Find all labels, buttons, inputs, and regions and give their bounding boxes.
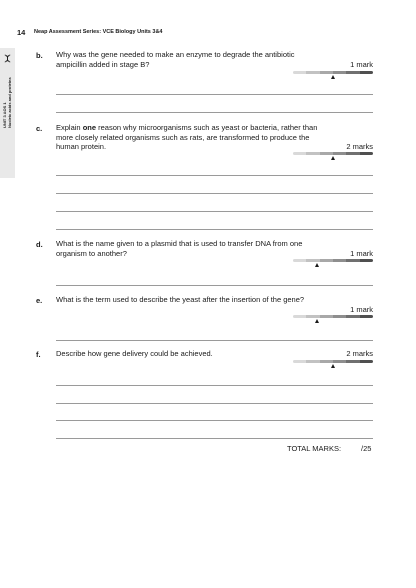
question-f-letter: f. (36, 350, 41, 359)
question-b-difficulty-scale (293, 71, 373, 74)
question-c-text-part: Explain (56, 123, 83, 132)
scale-segment (360, 259, 373, 262)
answer-line[interactable] (56, 420, 373, 421)
scale-segment (360, 152, 373, 155)
dna-helix-icon (3, 54, 12, 63)
page-number: 14 (17, 28, 26, 37)
question-f-difficulty-scale (293, 360, 373, 363)
difficulty-pointer-icon (315, 263, 319, 267)
scale-segment (333, 360, 346, 363)
question-c-emphasis: one (82, 123, 97, 132)
question-b-letter: b. (36, 51, 43, 60)
scale-segment (293, 315, 306, 318)
scale-segment (346, 71, 359, 74)
scale-segment (293, 152, 306, 155)
difficulty-pointer-icon (331, 156, 335, 160)
scale-segment (346, 152, 359, 155)
difficulty-pointer-icon (331, 364, 335, 368)
answer-line[interactable] (56, 175, 373, 176)
scale-segment (306, 315, 319, 318)
question-d-letter: d. (36, 240, 43, 249)
difficulty-pointer-icon (331, 75, 335, 79)
answer-line[interactable] (56, 285, 373, 286)
scale-segment (346, 315, 359, 318)
scale-segment (346, 360, 359, 363)
scale-segment (346, 259, 359, 262)
answer-line[interactable] (56, 438, 373, 439)
series-title: Neap Assessment Series: VCE Biology Units 3&4 (34, 29, 163, 35)
scale-segment (306, 71, 319, 74)
question-c-marks: 2 marks (346, 142, 373, 151)
scale-segment (333, 152, 346, 155)
difficulty-pointer-icon (315, 319, 319, 323)
scale-segment (320, 152, 333, 155)
question-c-text-part: reason why microorganisms such as yeast or bacteria, rather than more closely related organisms such as rats, are transformed to produce the human protein. (56, 123, 318, 151)
answer-line[interactable] (56, 385, 373, 386)
question-c-letter: c. (36, 124, 43, 133)
answer-line[interactable] (56, 94, 373, 95)
scale-segment (360, 360, 373, 363)
scale-segment (293, 360, 306, 363)
scale-segment (333, 71, 346, 74)
scale-segment (293, 71, 306, 74)
question-e-marks: 1 mark (350, 305, 373, 314)
total-marks-label: TOTAL MARKS: (287, 444, 342, 453)
question-e-letter: e. (36, 296, 43, 305)
question-c-text (56, 123, 318, 152)
answer-line[interactable] (56, 193, 373, 194)
question-f-text: Describe how gene delivery could be achieved. (56, 349, 213, 358)
question-b-text: Why was the gene needed to make an enzyme to degrade the antibiotic ampicillin added in stage B? (56, 50, 295, 69)
scale-segment (320, 259, 333, 262)
scale-segment (333, 259, 346, 262)
unit-tab-line2: Nucleic acids and proteins (7, 77, 12, 128)
scale-segment (320, 315, 333, 318)
question-e-text: What is the term used to describe the yeast after the insertion of the gene? (56, 295, 305, 304)
answer-line[interactable] (56, 211, 373, 212)
scale-segment (306, 152, 319, 155)
scale-segment (293, 259, 306, 262)
scale-segment (360, 315, 373, 318)
unit-tab-line1: UNIT 3 AOS 1 (2, 102, 7, 128)
answer-line[interactable] (56, 112, 373, 113)
question-b-marks: 1 mark (350, 60, 373, 69)
question-d-text: What is the name given to a plasmid that is used to transfer DNA from one organism to another? (56, 239, 303, 258)
question-f-marks: 2 marks (346, 349, 373, 358)
question-c-difficulty-scale (293, 152, 373, 155)
total-marks-value: /25 (361, 444, 372, 453)
question-e-difficulty-scale (293, 315, 373, 318)
scale-segment (320, 71, 333, 74)
question-d-difficulty-scale (293, 259, 373, 262)
unit-side-tab (0, 48, 15, 178)
answer-line[interactable] (56, 403, 373, 404)
answer-line[interactable] (56, 340, 373, 341)
answer-line[interactable] (56, 229, 373, 230)
scale-segment (333, 315, 346, 318)
scale-segment (320, 360, 333, 363)
unit-tab-text (2, 77, 12, 128)
scale-segment (360, 71, 373, 74)
scale-segment (306, 360, 319, 363)
question-d-marks: 1 mark (350, 249, 373, 258)
scale-segment (306, 259, 319, 262)
